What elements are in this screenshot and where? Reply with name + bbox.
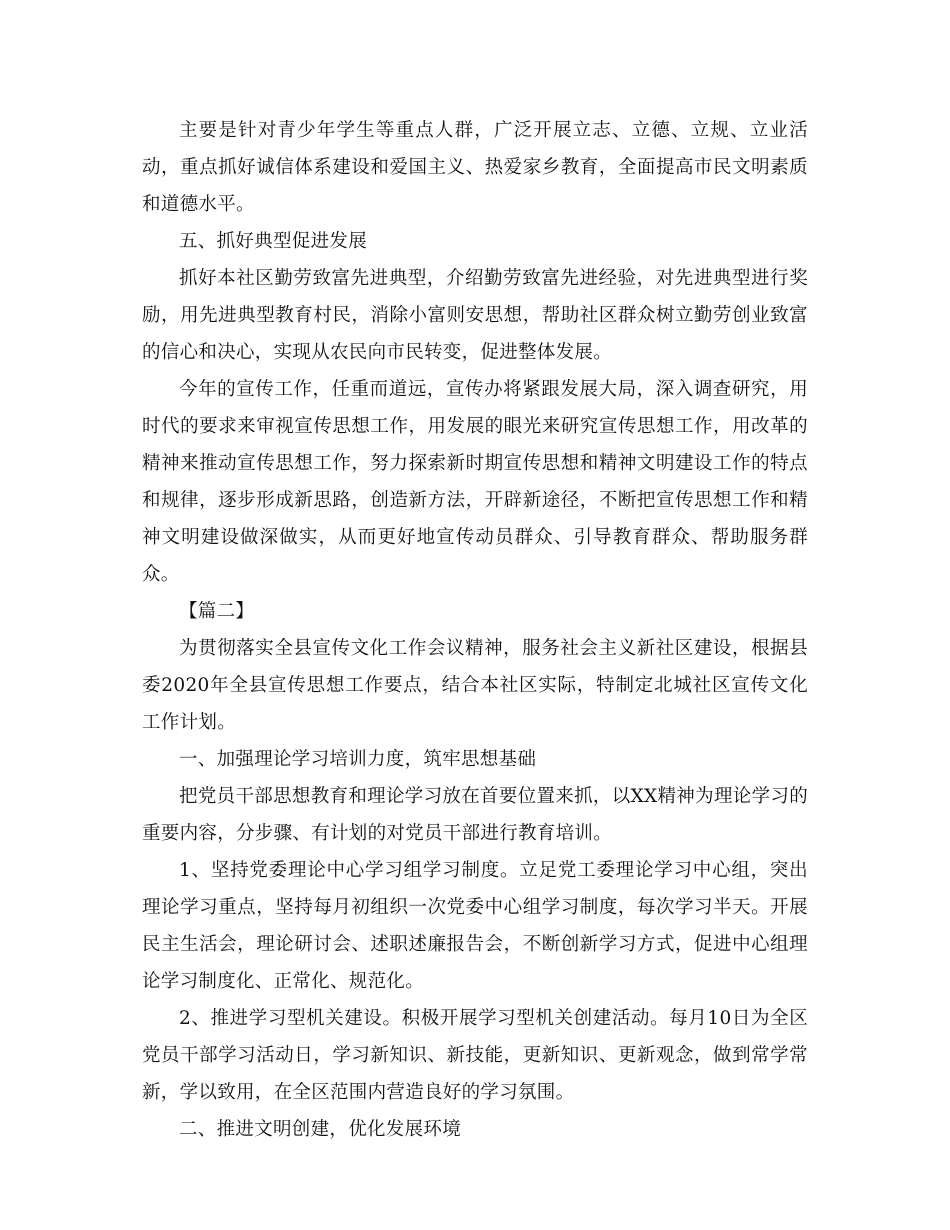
paragraph-intro-continuation: 主要是针对青少年学生等重点人群，广泛开展立志、立德、立规、立业活动，重点抓好诚信体系建设和爱国主义、热爱家乡教育，全面提高市民文明素质和道德水平。 xyxy=(142,120,808,215)
paragraph-theory-study: 把党员干部思想教育和理论学习放在首要位置来抓，以XX精神为理论学习的重要内容，分步骤、有计划的对党员干部进行教育培训。 xyxy=(142,786,808,844)
section-heading-one: 一、加强理论学习培训力度，筑牢思想基础 xyxy=(179,749,537,770)
paragraph-item-two: 2、推进学习型机关建设。积极开展学习型机关创建活动。每月10日为全区党员干部学习活动日，学习新知识、新技能，更新知识、更新观念，做到常学常新，学以致用，在全区范围内营造良好的学习氛围。 xyxy=(142,1008,808,1103)
paragraph-summary: 今年的宣传工作，任重而道远，宣传办将紧跟发展大局，深入调查研究，用时代的要求来审视宣传思想工作，用发展的眼光来研究宣传思想工作，用改革的精神来推动宣传思想工作，努力探索新时期宣传思想和精神文明建设工作的特点和规律，逐步形成新思路，创造新方法，开辟新途径，不断把宣传思想工作和精神文明建设做深做实，从而更好地宣传动员群众、引导教育群众、帮助服务群众。 xyxy=(142,379,808,585)
paragraph-typical-models: 抓好本社区勤劳致富先进典型，介绍勤劳致富先进经验，对先进典型进行奖励，用先进典型教育村民，消除小富则安思想，帮助社区群众树立勤劳创业致富的信心和决心，实现从农民向市民转变，促进整体发展。 xyxy=(142,268,808,363)
chapter-heading-part-two: 【篇二】 xyxy=(179,601,255,622)
section-heading-two: 二、推进文明创建，优化发展环境 xyxy=(179,1119,462,1140)
section-heading-five: 五、抓好典型促进发展 xyxy=(179,231,368,252)
document-body xyxy=(142,112,808,1148)
paragraph-part-two-intro: 为贯彻落实全县宣传文化工作会议精神，服务社会主义新社区建设，根据县委2020年全县宣传思想工作要点，结合本社区实际，特制定北城社区宣传文化工作计划。 xyxy=(142,638,808,733)
paragraph-item-one: 1、坚持党委理论中心学习组学习制度。立足党工委理论学习中心组，突出理论学习重点，坚持每月初组织一次党委中心组学习制度，每次学习半天。开展民主生活会，理论研讨会、述职述廉报告会，不断创新学习方式，促进中心组理论学习制度化、正常化、规范化。 xyxy=(142,860,808,992)
